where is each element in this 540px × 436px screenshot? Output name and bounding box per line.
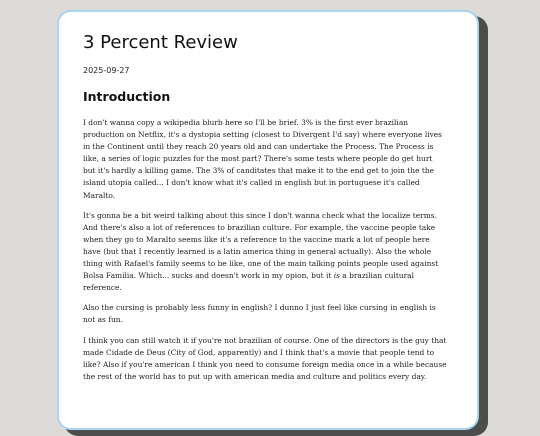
text-line: made Cidade de Deus (City of God, apparently) and I think that's a movie that people tend to <box>83 347 435 357</box>
text-line: when they go to Maralto seems like it's a reference to the vaccine mark a lot of people here <box>83 234 430 244</box>
text-line: Also the cursing is probably less funny in english? I dunno I just feel like cursing in english is <box>83 303 436 313</box>
text-line: not as fun. <box>83 315 123 325</box>
text-line: like? Also if you're american I think you need to consume foreign media once in a while because <box>83 359 447 369</box>
text-run: a brazilian cultural <box>339 271 414 281</box>
text-line: It's gonna be a bit weird talking about this since I don't wanna check what the localize terms. <box>83 210 437 220</box>
paragraph-3 <box>83 302 453 326</box>
text-line: like, a series of logic puzzles for the most part? There's some tests where people do get hurt <box>83 154 433 164</box>
text-line: I think you can still watch it if you're not brazilian of course. One of the directors is the guy that <box>83 335 447 345</box>
text-line: reference. <box>83 283 122 293</box>
paragraph-4 <box>83 335 453 383</box>
text-line <box>83 270 453 282</box>
post-date: 2025-09-27 <box>83 66 130 75</box>
text-line: production on Netflix, it's a dystopia setting (closest to Divergent I'd say) where everyone lives <box>83 130 442 140</box>
text-line: Maralto. <box>83 190 116 200</box>
text-line: but it's hardly a killing game. The 3% of canditates that make it to the end get to join the the <box>83 166 435 176</box>
section-heading-introduction: Introduction <box>83 89 171 104</box>
article-card <box>57 10 479 430</box>
text-line: And there's also a lot of references to brazilian culture. For example, the vaccine people take <box>83 222 436 232</box>
text-run: Bolsa Familia. Which... sucks and doesn't work in my opion, but it <box>83 271 334 281</box>
text-line: in the Continent until they reach 20 years old and can undertake the Process. The Process is <box>83 142 434 152</box>
text-line: thing with Rafael's family seems to be like, one of the main talking points people used against <box>83 259 439 269</box>
text-line: I don't wanna copy a wikipedia blurb here so I'll be brief. 3% is the first ever brazilian <box>83 118 409 127</box>
text-line: the rest of the world has to put up with american media and culture and politics every day. <box>83 371 427 381</box>
paragraph-2 <box>83 210 453 295</box>
text-line: island utopia called... I don't know what it's called in english but in portuguese it's called <box>83 178 420 188</box>
emphasis-is: is <box>333 271 340 281</box>
text-line: have (but that I recently learned is a latin america thing in general actually). Also the whole <box>83 246 432 256</box>
paragraph-1 <box>83 117 453 202</box>
page-title: 3 Percent Review <box>83 32 238 53</box>
